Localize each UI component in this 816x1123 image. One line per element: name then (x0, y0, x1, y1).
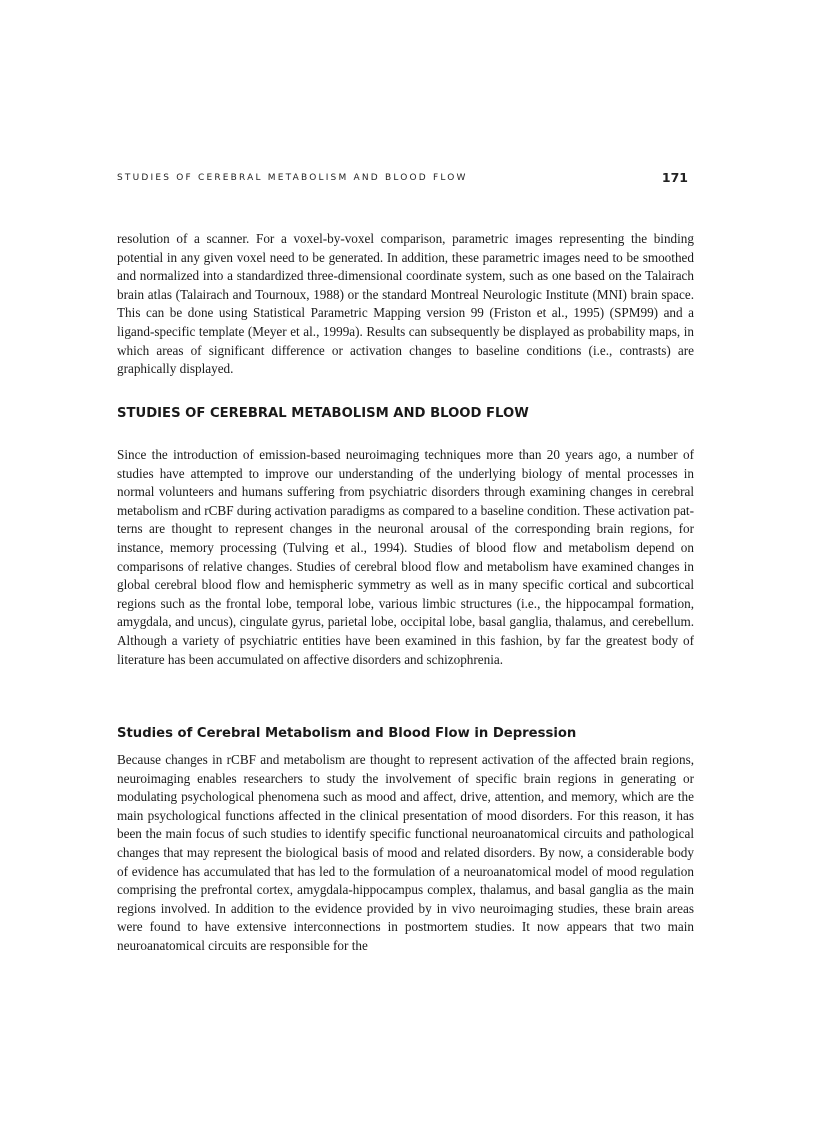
intro-paragraph: resolution of a scanner. For a voxel-by-voxel comparison, parametric images representing the binding potential in any given voxel need to be generated. In addition, these parametric images need to be smoothed and normalized into a standardized three-dimensional coordinate system, such as one based on the Talairach brain atlas (Talairach and Tournoux, 1988) or the standard Montreal Neurologic Institute (MNI) brain space. This can be done using Statistical Parametric Mapping version 99 (Friston et al., 1995) (SPM99) and a ligand-specific template (Meyer et al., 1999a). Results can subsequently be displayed as probability maps, in which areas of significant difference or activation changes to baseline conditions (i.e., contrasts) are graphically displayed. (117, 231, 694, 377)
subsection-paragraph: Because changes in rCBF and metabolism are thought to represent activation of the affected brain regions, neuroimaging enables researchers to study the involvement of specific brain regions in generating or modulating psychological phenomena such as mood and affect, drive, attention, and memory, which are the main psychological functions affected in the clinical presentation of mood disorders. For this reason, it has been the main focus of such studies to identify specific functional neuroanatomical circuits and pathological changes that may represent the biological basis of mood and related disorders. By now, a considerable body of evidence has accumulated that has led to the formulation of a neuroanatomical model of mood regulation comprising the prefrontal cortex, amygdala-hippocampus complex, thalamus, and basal ganglia as the main regions involved. In addition to the evidence provided by in vivo neuroimaging studies, these brain areas were found to have extensive interconnections in postmortem studies. It now appears that two main neuroanatomical circuits are responsible for the (117, 752, 694, 953)
page-number: 171 (661, 170, 688, 185)
section-paragraph: Since the introduction of emission-based neuroimaging techniques more than 20 years ago, a number of studies have attempted to improve our understanding of the underlying biology of mental processes in normal volunteers and humans suffering from psychiatric disorders through examining changes in cerebral metabolism and rCBF during activation paradigms as compared to a baseline condition. These activation patterns are thought to represent changes in the neuronal arousal of the corresponding brain regions, for instance, memory processing (Tulving et al., 1994). Studies of blood flow and metabolism depend on comparisons of relative changes. Studies of cerebral blood flow and metabolism have examined changes in global cerebral blood flow and hemispheric symmetry as well as in many specific cortical and subcortical regions such as the frontal lobe, temporal lobe, various limbic structures (i.e., the hippocampal formation, amygdala, and uncus), cingulate gyrus, parietal lobe, occipital lobe, basal ganglia, thalamus, and cerebellum. Although a variety of psychiatric entities have been examined in this fashion, by far the greatest body of literature has been accumulated on affective disorders and schizophrenia. (117, 447, 694, 667)
subsection-heading: Studies of Cerebral Metabolism and Blood Flow in Depression (117, 726, 577, 741)
section-heading: STUDIES OF CEREBRAL METABOLISM AND BLOOD FLOW (117, 406, 529, 421)
running-head: STUDIES OF CEREBRAL METABOLISM AND BLOOD FLOW (117, 173, 468, 183)
